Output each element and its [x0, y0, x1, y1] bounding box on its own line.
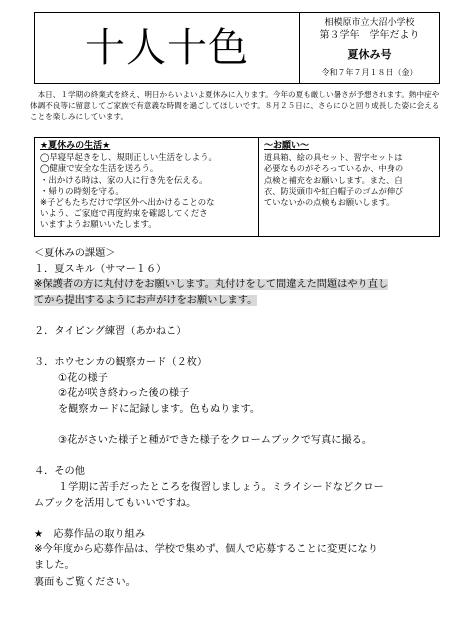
homework-item-3-sub: ①花の様子 — [58, 372, 108, 384]
request-box-line: 点検と補充をお願いします。また、白 — [264, 174, 403, 185]
life-box-line: いますようお願いいたします。 — [40, 219, 157, 230]
title-cell — [35, 13, 300, 83]
newsletter-title: 十人十色 — [85, 25, 249, 71]
homework-item-1-note: てから提出するようにお声がけをお願いします。 — [34, 294, 258, 306]
request-box-line: 道具箱、絵の具セット、習字セットは — [264, 152, 403, 163]
homework-item-3: ３．ホウセンカの観察カード（２枚） — [34, 357, 208, 369]
life-box-line: ◯早寝早起きをし、規則正しい生活をしよう。 — [40, 152, 217, 163]
issue-date: 令和７年７月１８日（金） — [321, 68, 418, 77]
life-box-line: ・出かける時は、家の人に行き先を伝える。 — [40, 174, 208, 185]
grade-label: 第３学年 学年だより — [319, 30, 420, 41]
request-box-heading: 〜お願い〜 — [264, 141, 310, 151]
life-box — [35, 138, 259, 236]
life-box-heading: ★夏休みの生活★ — [40, 141, 111, 151]
school-name: 相模原市立大沼小学校 — [324, 18, 415, 28]
homework-item-1: １．夏スキル（サマー１６） — [34, 263, 167, 275]
homework-heading: ＜夏休みの課題＞ — [34, 248, 116, 259]
life-box-line: ・帰りの時刻を守る。 — [40, 185, 124, 196]
request-box-line: 衣、防災頭巾や紅白帽子のゴムが伸び — [264, 185, 404, 196]
intro-paragraph: 本日、１学期の終業式を終え、明日からいよいよ夏休みに入ります。今年の夏も厳しい暑さが予想されます。熱中症や体調不良等に留意してご家族で有意義な時間を過ごしてほしいです。８月２５日に、さらにひと回り成長した姿に会えることを楽しみにしています。 — [30, 90, 440, 122]
request-box-line: 必要なものがそろっているか、中身の — [264, 163, 404, 174]
life-box-line: ※子どもたちだけで学区外へ出かけることのな — [40, 197, 215, 208]
homework-item-3-sub: を観察カードに記録します。色もぬります。 — [58, 403, 261, 415]
issue-label: 夏休み号 — [347, 48, 392, 61]
contest-note: ※今年度から応募作品は、学校で集めず、個人で応募することに変更になり — [34, 544, 378, 556]
contest-note: ました。 — [34, 559, 75, 571]
homework-item-3-sub: ②花が咲き終わった後の様子 — [58, 388, 190, 400]
info-boxes — [34, 137, 440, 237]
life-box-line: いよう、ご家庭で再度約束を確認してくださ — [40, 208, 208, 219]
homework-item-4-text: １学期に苦手だったところを復習しましょう。ミライシードなどクロー — [58, 481, 384, 493]
newsletter-header — [34, 12, 440, 84]
homework-item-3-sub: ③花がさいた様子と種ができた様子をクロームブックで写真に撮る。 — [58, 435, 373, 447]
life-box-line: ◯健康で安全な生活を送ろう。 — [40, 163, 159, 174]
info-cell — [300, 13, 439, 83]
contest-heading: ★ 応募作品の取り組み — [34, 528, 146, 540]
homework-item-4-text: ムブックを活用してもいいですね。 — [34, 497, 197, 509]
request-box-line: ていないかの点検もお願いします。 — [264, 197, 395, 208]
homework-section — [34, 246, 444, 573]
homework-item-4: ４．その他 — [34, 466, 85, 478]
request-box — [259, 138, 439, 236]
homework-item-1-note: ※保護者の方に丸付けをお願いします。丸付けをして間違えた問題はやり直し — [34, 279, 389, 291]
homework-item-2: ２．タイピング練習（あかねこ） — [34, 325, 187, 337]
footer-note: 裏面もご覧ください。 — [34, 577, 136, 588]
